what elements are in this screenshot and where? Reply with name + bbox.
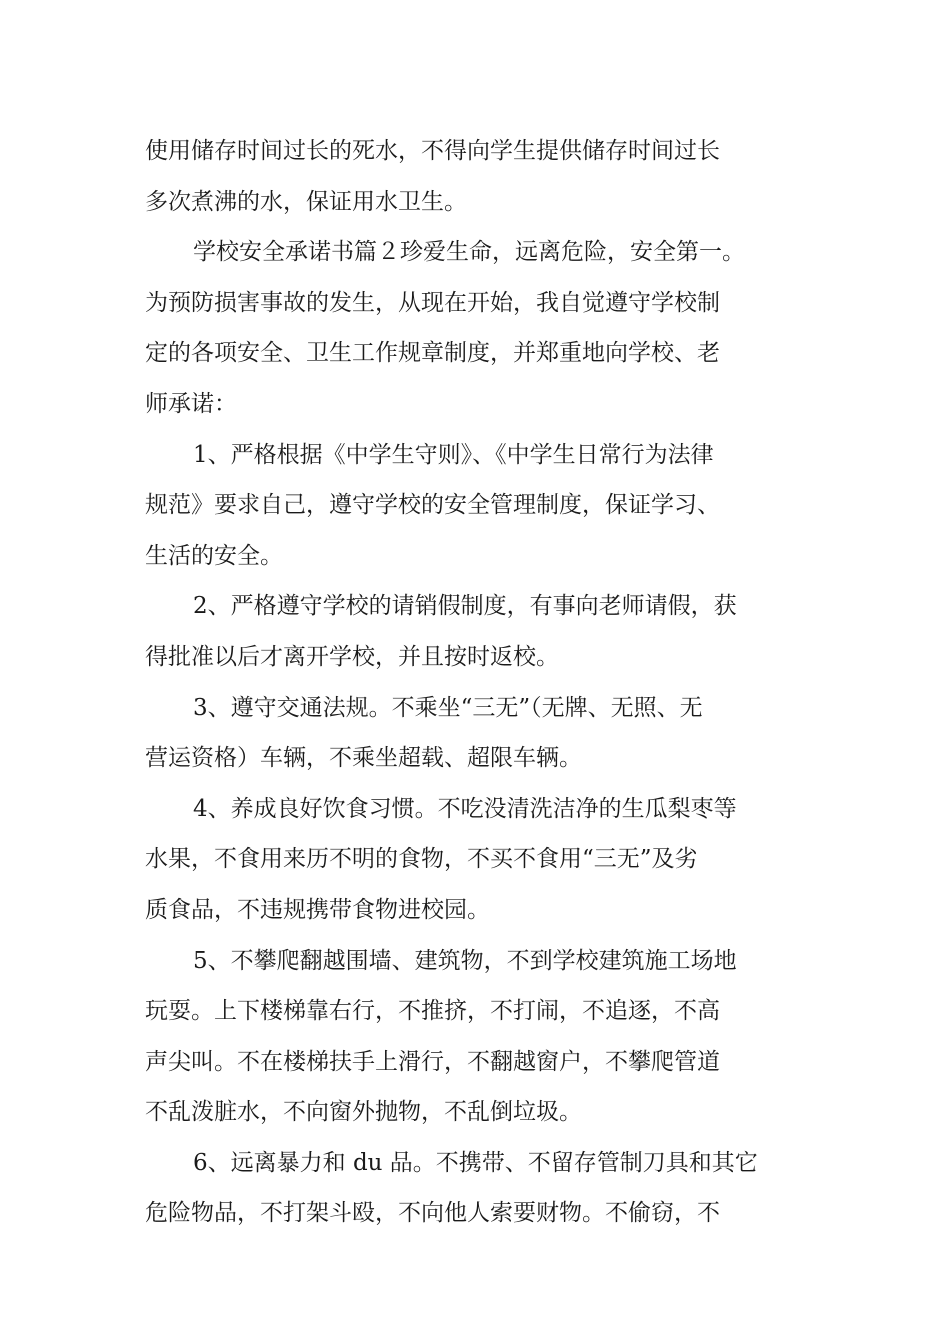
text-line: 4、养成良好饮食习惯。不吃没清洗洁净的生瓜梨枣等 xyxy=(193,795,737,822)
text-line: 得批准以后才离开学校，并且按时返校。 xyxy=(145,643,559,670)
text-line: 营运资格）车辆，不乘坐超载、超限车辆。 xyxy=(145,745,582,772)
text-line: 使用储存时间过长的死水，不得向学生提供储存时间过长 xyxy=(145,138,720,164)
text-line: 1、严格根据《中学生守则》、《中学生日常行为法律 xyxy=(193,441,714,468)
text-line: 5、不攀爬翻越围墙、建筑物，不到学校建筑施工场地 xyxy=(193,947,737,974)
text-line: 质食品，不违规携带食物进校园。 xyxy=(145,896,490,923)
text-line: 2、严格遵守学校的请销假制度，有事向老师请假，获 xyxy=(193,593,737,620)
text-line: 声尖叫。不在楼梯扶手上滑行，不翻越窗户，不攀爬管道 xyxy=(145,1048,720,1075)
text-line: 水果，不食用来历不明的食物，不买不食用“三无”及劣 xyxy=(145,846,698,873)
text-line: 生活的安全。 xyxy=(145,542,283,569)
text-line: 多次煮沸的水，保证用水卫生。 xyxy=(145,188,467,215)
text-line: 规范》要求自己，遵守学校的安全管理制度，保证学习、 xyxy=(145,492,720,519)
text-line: 学校安全承诺书篇２珍爱生命，远离危险，安全第一。 xyxy=(193,239,745,266)
text-line: 不乱泼脏水，不向窗外抛物，不乱倒垃圾。 xyxy=(145,1099,582,1126)
text-line: 3、遵守交通法规。不乘坐“三无”（无牌、无照、无 xyxy=(193,694,703,721)
text-line: 定的各项安全、卫生工作规章制度，并郑重地向学校、老 xyxy=(145,340,720,367)
text-line: 危险物品，不打架斗殴，不向他人索要财物。不偷窃，不 xyxy=(145,1200,720,1227)
document-body xyxy=(145,126,813,1239)
text-line: 玩耍。上下楼梯靠右行，不推挤，不打闹，不追逐，不高 xyxy=(145,998,720,1025)
text-line: 师承诺： xyxy=(145,390,237,417)
text-line: 为预防损害事故的发生，从现在开始，我自觉遵守学校制 xyxy=(145,289,720,316)
text-line: 6、远离暴力和 du 品。不携带、不留存管制刀具和其它 xyxy=(193,1149,758,1176)
